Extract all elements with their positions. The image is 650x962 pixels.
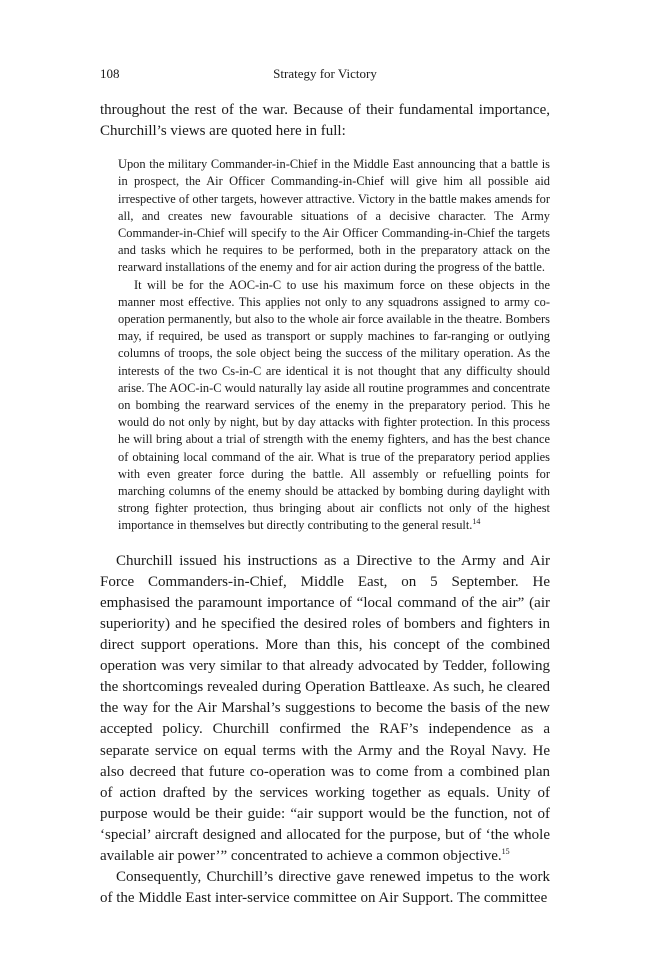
body-paragraph-2 [100,551,550,867]
quote-paragraph-2 [118,277,550,535]
page-number: 108 [100,66,120,81]
book-page [100,64,550,909]
quote-paragraph-2-text: It will be for the AOC-in-C to use his maximum force on these objects in the manner most effective. This applies not only to any squadrons assigned to army co-operation permanently, but also to the whole air force available in the theatre. Bombers may, if required, be used as transport or supply machines to far-ranging or outlying columns of troops, the sole object being the success of the military operation. As the interests of the two Cs-in-C are identical it is not thought that any difficulty should arise. The AOC-in-C would naturally lay aside all routine programmes and concentrate on bombing the rearward services of the enemy in the preparatory period. This he would do not only by night, but by day attacks with fighter protection. In this process he will bring about a trial of strength with the enemy fighters, and has the best chance of obtaining local command of the air. What is true of the preparatory period applies with even greater force during the battle. All assembly or refuelling points for marching columns of the enemy should be attacked by bombing during daylight with strong fighter protection, thus bringing about air conflicts not only of the highest importance in themselves but directly contributing to the general result. [118,277,550,533]
intro-text [100,100,550,142]
intro-paragraph: throughout the rest of the war. Because of their fundamental importance, Churchill’s views are quoted here in full: [100,102,550,140]
body-paragraph-3: Consequently, Churchill’s directive gave renewed impetus to the work of the Middle East inter-service committee on Air Support. The committee [100,869,550,907]
body-paragraph-2-text: Churchill issued his instructions as a Directive to the Army and Air Force Commanders-in-Chief, Middle East, on 5 September. He emphasised the paramount importance of “local command of the air” (air superiority) and he specified the desired roles of bombers and fighters in direct support operations. More than this, his concept of the combined operation was very similar to that already advocated by Tedder, following the shortcomings revealed during Operation Battleaxe. As such, he cleared the way for the Air Marshal’s suggestions to become the basis of the new accepted policy. Churchill confirmed the RAF’s independence as a separate service on equal terms with the Army and the Royal Navy. He also decreed that future co-operation was to come from a combined plan of action drafted by the services working together as equals. Unity of purpose would be their guide: “air support would be the function, not of ‘special’ aircraft designed and allocated for the purpose, but of ‘the whole available air power’” concentrated to achieve a common objective. [100,552,550,864]
footnote-ref-14[interactable]: 14 [472,517,481,527]
main-text [100,551,550,910]
quote-paragraph-1: Upon the military Commander-in-Chief in the Middle East announcing that a battle is in prospect, the Air Officer Commanding-in-Chief will give him all possible aid irrespective of other targets, however attractive. Victory in the battle makes amends for all, and creates new favourable situations of a decisive character. The Army Commander-in-Chief will specify to the Air Officer Commanding-in-Chief the targets and tasks which he requires to be performed, both in the preparatory attack on the rearward installations of the enemy and for air action during the progress of the battle. [118,157,550,275]
page-header [100,64,550,84]
block-quote [118,156,550,534]
running-head: Strategy for Victory [273,66,377,81]
footnote-ref-15[interactable]: 15 [501,846,510,856]
